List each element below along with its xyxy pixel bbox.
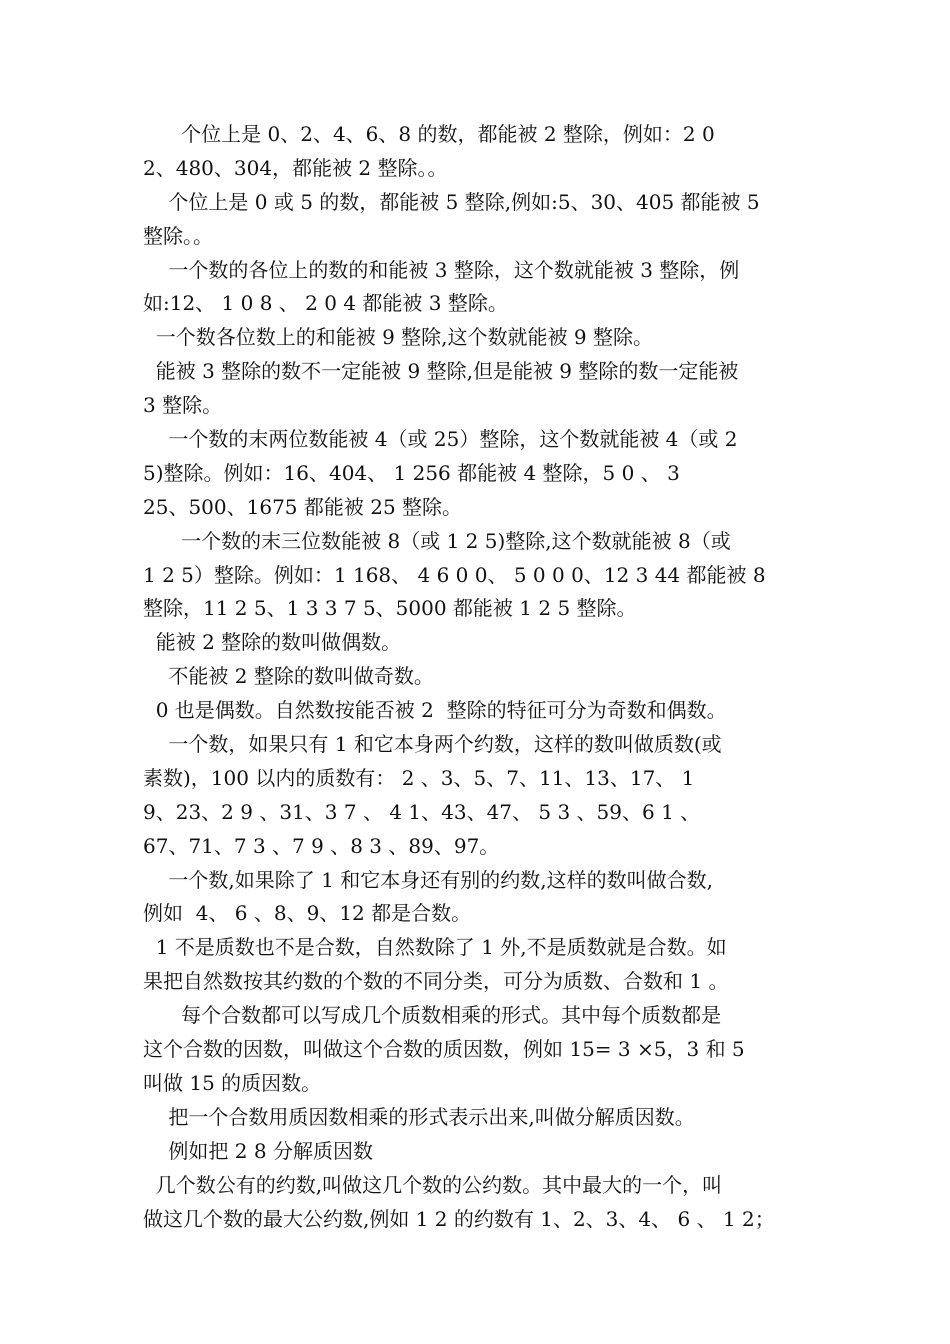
text-line: 叫做 15 的质因数。 — [143, 1070, 322, 1095]
text-line: 几个数公有的约数,叫做这几个数的公约数。其中最大的一个，叫 — [143, 1172, 723, 1197]
text-line: 67、71、7 3 、7 9 、8 3 、89、97。 — [143, 833, 500, 858]
text-line: 果把自然数按其约数的个数的不同分类，可分为质数、合数和 1 。 — [143, 969, 729, 994]
text-line: 例如把 2 8 分解质因数 — [143, 1138, 373, 1163]
text-line: 把一个合数用质因数相乘的形式表示出来,叫做分解质因数。 — [143, 1104, 695, 1129]
text-line: 一个数,如果除了 1 和它本身还有别的约数,这样的数叫做合数, — [143, 867, 713, 892]
text-line: 25、500、1675 都能被 25 整除。 — [143, 494, 463, 519]
text-line: 这个合数的因数，叫做这个合数的质因数，例如 15= 3 ×5，3 和 5 — [143, 1037, 745, 1062]
text-line: 2、480、304，都能被 2 整除。。 — [143, 155, 448, 180]
text-line: 1 不是质数也不是合数，自然数除了 1 外,不是质数就是合数。如 — [143, 935, 727, 960]
text-line: 整除。。 — [143, 223, 213, 248]
text-line: 5)整除。例如：16、404、 1 256 都能被 4 整除，5 0 、 3 — [143, 460, 680, 485]
text-line: 如:12、 1 0 8 、 2 0 4 都能被 3 整除。 — [143, 291, 508, 316]
text-line: 做这几个数的最大公约数,例如 1 2 的约数有 1、2、3、4、 6 、 1 2； — [143, 1206, 775, 1231]
text-line: 个位上是 0 或 5 的数，都能被 5 整除,例如:5、30、405 都能被 5 — [143, 189, 760, 214]
text-line: 3 整除。 — [143, 393, 223, 418]
text-line: 一个数的末三位数能被 8（或 1 2 5)整除,这个数就能被 8（或 — [143, 528, 731, 553]
text-line: 9、23、2 9 、31、3 7 、 4 1、43、47、 5 3 、59、6 1 、 — [143, 799, 701, 824]
text-line: 一个数的各位上的数的和能被 3 整除，这个数就能被 3 整除，例 — [143, 257, 740, 282]
text-line: 能被 3 整除的数不一定能被 9 整除,但是能被 9 整除的数一定能被 — [143, 359, 739, 384]
text-line: 不能被 2 整除的数叫做奇数。 — [143, 664, 434, 689]
text-line: 每个合数都可以写成几个质数相乘的形式。其中每个质数都是 — [143, 1003, 722, 1028]
text-line: 0 也是偶数。自然数按能否被 2 整除的特征可分为奇数和偶数。 — [143, 698, 727, 723]
document-body — [143, 118, 833, 1236]
text-line: 一个数各位数上的和能被 9 整除,这个数就能被 9 整除。 — [143, 325, 653, 350]
text-line: 例如 4、 6 、8、9、12 都是合数。 — [143, 901, 472, 926]
text-line: 整除，11 2 5、1 3 3 7 5、5000 都能被 1 2 5 整除。 — [143, 596, 637, 621]
text-line: 一个数，如果只有 1 和它本身两个约数，这样的数叫做质数(或 — [143, 732, 722, 757]
text-line: 个位上是 0、2、4、6、8 的数，都能被 2 整除，例如：2 0 — [143, 122, 715, 146]
text-line: 一个数的末两位数能被 4（或 25）整除，这个数就能被 4（或 2 — [143, 427, 738, 452]
text-line: 能被 2 整除的数叫做偶数。 — [143, 630, 402, 655]
text-line: 1 2 5）整除。例如：1 168、 4 6 0 0、 5 0 0 0、12 3 44 都能被 8 — [143, 562, 766, 587]
text-line: 素数)，100 以内的质数有： 2 、3、5、7、11、13、17、 1 — [143, 765, 695, 790]
